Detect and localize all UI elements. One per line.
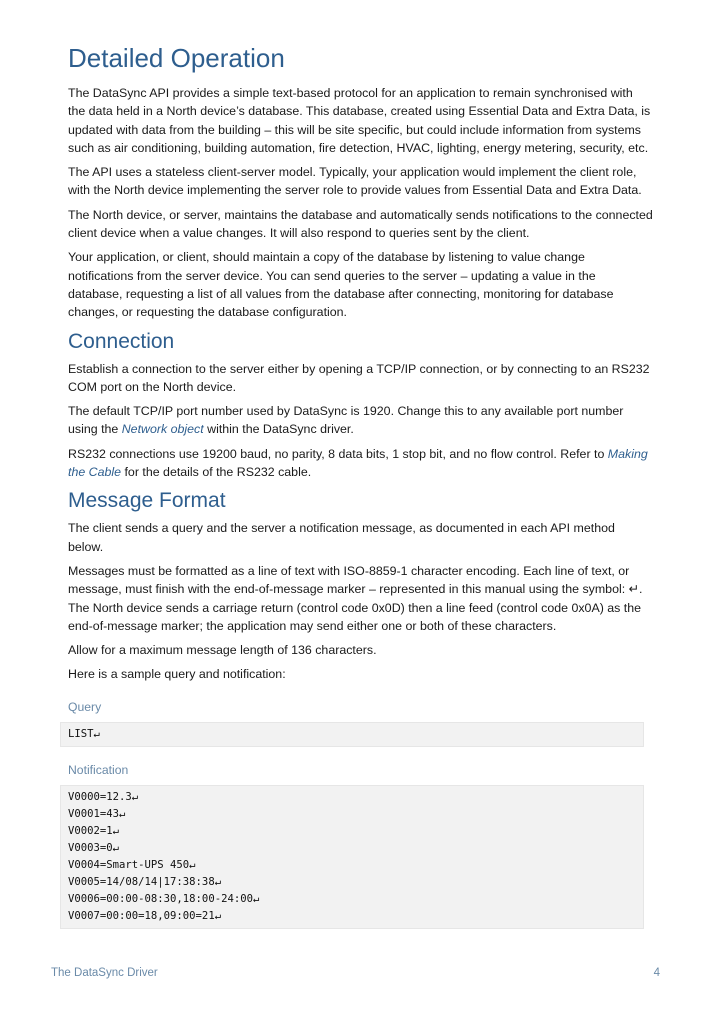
connection-paragraph-2 — [68, 402, 653, 439]
making-the-cable-link[interactable]: Making the Cable — [68, 446, 648, 480]
notification-label: Notification — [68, 762, 129, 777]
connection-p3-text-after: for the details of the RS232 cable. — [121, 465, 312, 480]
query-code-block: LIST↵ — [60, 722, 644, 747]
notification-code-block: V0000=12.3↵ V0001=43↵ V0002=1↵ V0003=0↵ V0004=Smart-UPS 450↵ V0005=14/08/14|17:38:38↵ V0006=00:00-08:30,18:00-24:00↵ V0007=00:00=18,09:00=21↵ — [60, 785, 644, 929]
intro-paragraph-4: Your application, or client, should maintain a copy of the database by listening to value change notifications from the server device. You can send queries to the server – updating a value in the database, requesting a list of all values from the database after connecting, monitoring for database changes, or requesting the database configuration. — [68, 250, 614, 320]
connection-p2-text-after: within the DataSync driver. — [203, 422, 354, 437]
intro-paragraph-1: The DataSync API provides a simple text-based protocol for an application to remain synchronised with the data held in a North device’s database. This database, created using Essential Data and Extra Data, is updated with data from the building – this will be site specific, but could include information from systems such as air conditioning, building automation, fire detection, HVAC, lighting, energy metering, security, etc. — [68, 86, 651, 155]
intro-paragraph-2: The API uses a stateless client-server model. Typically, your application would implement the client role, with the North device implementing the server role to provide values from Essential Data and Extra Data. — [68, 165, 642, 198]
message-format-paragraph-3: Allow for a maximum message length of 136 characters. — [68, 643, 377, 658]
message-format-paragraph-2: Messages must be formatted as a line of text with ISO-8859-1 character encoding. Each line of text, or message, must finish with the end-of-message marker – represented in this manual using the symbol: ↵. The North device sends a carriage return (control code 0x0D) then a line feed (control code 0x0A) as the end-of-message marker; the application may send either one or both of these characters. — [68, 563, 643, 633]
page-footer — [51, 967, 660, 979]
connection-paragraph-1: Establish a connection to the server either by opening a TCP/IP connection, or by connecting to an RS232 COM port on the North device. — [68, 361, 650, 394]
query-label: Query — [68, 699, 102, 714]
connection-paragraph-3 — [68, 445, 653, 482]
message-format-paragraph-1: The client sends a query and the server a notification message, as documented in each API method below. — [68, 521, 615, 554]
connection-p2-text-before: The default TCP/IP port number used by DataSync is 1920. Change this to any available port number using the — [68, 404, 624, 437]
page-title: Detailed Operation — [68, 43, 285, 73]
connection-heading: Connection — [68, 329, 175, 353]
message-format-paragraph-4: Here is a sample query and notification: — [68, 667, 286, 682]
footer-page-number: 4 — [653, 967, 660, 979]
intro-paragraph-3: The North device, or server, maintains the database and automatically sends notifications to the connected client device when a value changes. It will also respond to queries sent by the client. — [68, 207, 653, 241]
connection-p3-text-before: RS232 connections use 19200 baud, no parity, 8 data bits, 1 stop bit, and no flow control. Refer to — [68, 446, 608, 461]
message-format-heading: Message Format — [68, 489, 226, 513]
document-page — [68, 40, 653, 929]
network-object-link[interactable]: Network object — [121, 422, 204, 437]
footer-doc-title: The DataSync Driver — [51, 967, 158, 979]
